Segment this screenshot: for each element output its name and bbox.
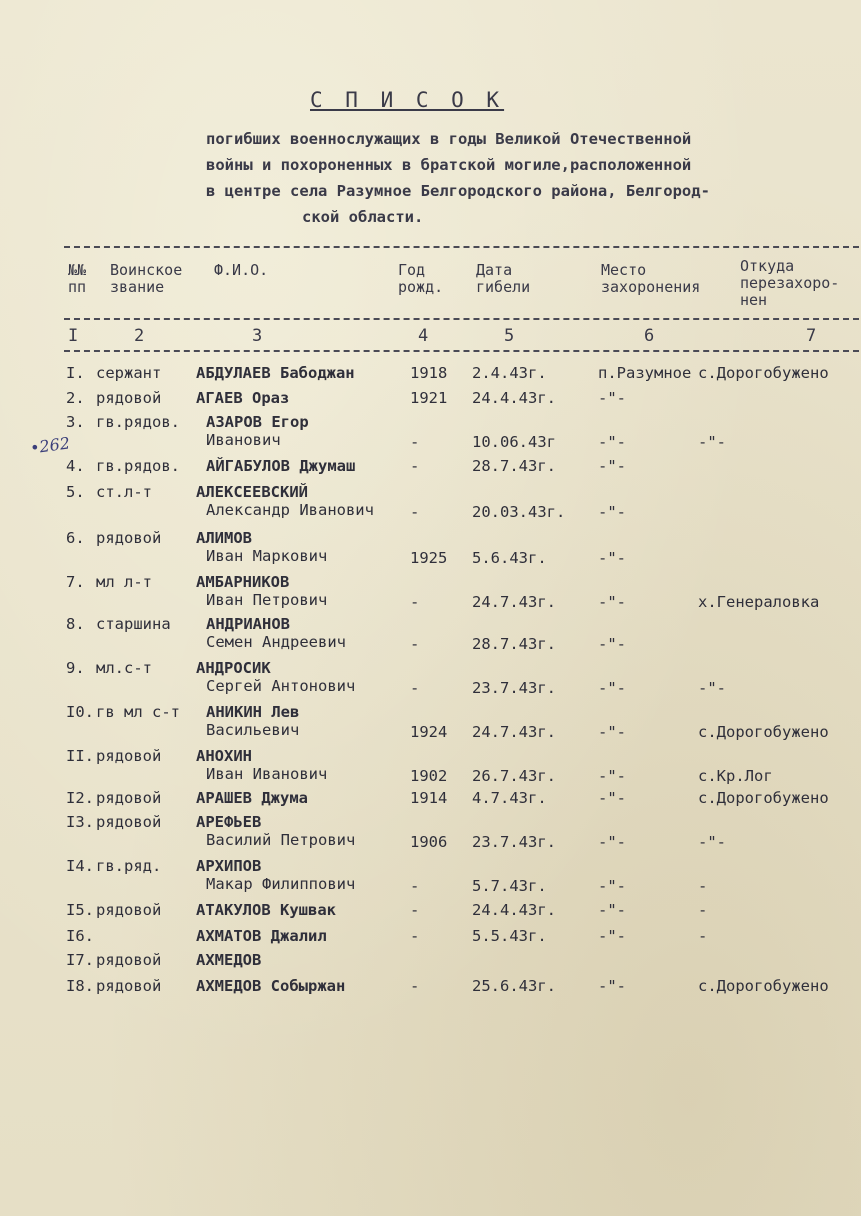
table-row bbox=[0, 978, 861, 1018]
row-reburied-from: -"- bbox=[698, 433, 726, 451]
row-birth-year: - bbox=[410, 433, 420, 451]
row-birth-year: - bbox=[410, 927, 420, 945]
table-row bbox=[0, 858, 861, 898]
row-death-date: 2.4.43г. bbox=[472, 364, 547, 382]
row-burial-place: -"- bbox=[598, 767, 626, 785]
row-given-names: Иван Петрович bbox=[206, 591, 328, 609]
column-number: 6 bbox=[644, 326, 655, 346]
row-given-names: Васильевич bbox=[206, 721, 300, 739]
row-burial-place: -"- bbox=[598, 593, 626, 611]
document-title: С П И С О К bbox=[310, 88, 505, 112]
row-birth-year: - bbox=[410, 977, 420, 995]
row-birth-year: 1914 bbox=[410, 789, 448, 807]
row-birth-year: - bbox=[410, 901, 420, 919]
row-birth-year: 1925 bbox=[410, 549, 448, 567]
row-number: II. bbox=[66, 747, 94, 765]
row-rank: сержант bbox=[96, 364, 162, 382]
row-death-date: 5.7.43г. bbox=[472, 877, 547, 895]
row-birth-year: - bbox=[410, 503, 420, 521]
row-surname: АЗАРОВ Егор bbox=[206, 413, 309, 431]
row-number: 5. bbox=[66, 483, 85, 501]
row-surname: АРАШЕВ Джума bbox=[196, 789, 308, 807]
row-burial-place: -"- bbox=[598, 433, 626, 451]
row-reburied-from: с.Кр.Лог bbox=[698, 767, 773, 785]
row-burial-place: -"- bbox=[598, 833, 626, 851]
row-reburied-from: - bbox=[698, 877, 708, 895]
row-reburied-from: -"- bbox=[698, 833, 726, 851]
table-row bbox=[0, 484, 861, 524]
document-subtitle bbox=[206, 126, 846, 230]
table-row bbox=[0, 704, 861, 744]
column-number: 7 bbox=[806, 326, 817, 346]
row-birth-year: 1924 bbox=[410, 723, 448, 741]
row-surname: АЛЕКСЕЕВСКИЙ bbox=[196, 483, 308, 501]
row-burial-place: п.Разумное bbox=[598, 364, 692, 382]
row-given-names: Иван Маркович bbox=[206, 547, 328, 565]
row-death-date: 5.6.43г. bbox=[472, 549, 547, 567]
row-reburied-from: - bbox=[698, 901, 708, 919]
row-surname: АХМЕДОВ Собыржан bbox=[196, 977, 346, 995]
row-burial-place: -"- bbox=[598, 549, 626, 567]
row-rank: рядовой bbox=[96, 977, 162, 995]
row-number: I3. bbox=[66, 813, 94, 831]
column-number: 5 bbox=[504, 326, 515, 346]
row-death-date: 26.7.43г. bbox=[472, 767, 556, 785]
row-birth-year: - bbox=[410, 593, 420, 611]
row-given-names: Сергей Антонович bbox=[206, 677, 356, 695]
row-death-date: 24.7.43г. bbox=[472, 593, 556, 611]
row-rank: гв.рядов. bbox=[96, 457, 180, 475]
row-rank: старшина bbox=[96, 615, 171, 633]
row-number: 2. bbox=[66, 389, 85, 407]
row-number: I8. bbox=[66, 977, 94, 995]
row-death-date: 24.4.43г. bbox=[472, 901, 556, 919]
row-death-date: 23.7.43г. bbox=[472, 679, 556, 697]
row-surname: АХМЕДОВ bbox=[196, 951, 262, 969]
row-burial-place: -"- bbox=[598, 927, 626, 945]
row-given-names: Василий Петрович bbox=[206, 831, 356, 849]
row-number: I2. bbox=[66, 789, 94, 807]
row-death-date: 20.03.43г. bbox=[472, 503, 566, 521]
header-no: №№ пп bbox=[68, 261, 87, 296]
row-given-names: Семен Андреевич bbox=[206, 633, 346, 651]
row-burial-place: -"- bbox=[598, 723, 626, 741]
subtitle-line: погибших военнослужащих в годы Великой Отечественной bbox=[206, 130, 692, 148]
row-burial-place: -"- bbox=[598, 679, 626, 697]
table-row bbox=[0, 574, 861, 614]
row-death-date: 4.7.43г. bbox=[472, 789, 547, 807]
header-rank: Воинское звание bbox=[110, 261, 183, 296]
row-given-names: Александр Иванович bbox=[206, 501, 374, 519]
row-number: I4. bbox=[66, 857, 94, 875]
row-given-names: Иванович bbox=[206, 431, 281, 449]
row-birth-year: - bbox=[410, 877, 420, 895]
row-reburied-from: с.Дорогобужено bbox=[698, 364, 829, 382]
row-number: 8. bbox=[66, 615, 85, 633]
row-number: I0. bbox=[66, 703, 94, 721]
row-surname: АРЕФЬЕВ bbox=[196, 813, 262, 831]
row-surname: АТАКУЛОВ Кушвак bbox=[196, 901, 336, 919]
table-row bbox=[0, 414, 861, 454]
row-burial-place: -"- bbox=[598, 901, 626, 919]
row-surname: АГАЕВ Ораз bbox=[196, 389, 290, 407]
row-surname: АРХИПОВ bbox=[196, 857, 262, 875]
row-death-date: 23.7.43г. bbox=[472, 833, 556, 851]
row-surname: АНДРИАНОВ bbox=[206, 615, 290, 633]
row-reburied-from: -"- bbox=[698, 679, 726, 697]
row-number: I. bbox=[66, 364, 85, 382]
column-number: 4 bbox=[418, 326, 429, 346]
row-number: I5. bbox=[66, 901, 94, 919]
row-death-date: 10.06.43г bbox=[472, 433, 556, 451]
row-reburied-from: - bbox=[698, 927, 708, 945]
row-reburied-from: с.Дорогобужено bbox=[698, 723, 829, 741]
subtitle-line: в центре села Разумное Белгородского района, Белгород- bbox=[206, 182, 710, 200]
row-number: I7. bbox=[66, 951, 94, 969]
row-birth-year: 1906 bbox=[410, 833, 448, 851]
row-rank: рядовой bbox=[96, 529, 162, 547]
row-rank: рядовой bbox=[96, 747, 162, 765]
row-rank: мл.с-т bbox=[96, 659, 152, 677]
row-surname: АХМАТОВ Джалил bbox=[196, 927, 327, 945]
row-number: 4. bbox=[66, 457, 85, 475]
row-surname: АНИКИН Лев bbox=[206, 703, 300, 721]
table-row bbox=[0, 616, 861, 656]
row-rank: рядовой bbox=[96, 901, 162, 919]
row-birth-year: - bbox=[410, 679, 420, 697]
row-surname: АЛИМОВ bbox=[196, 529, 252, 547]
row-number: 9. bbox=[66, 659, 85, 677]
row-surname: АМБАРНИКОВ bbox=[196, 573, 290, 591]
row-rank: гв мл с-т bbox=[96, 703, 180, 721]
row-rank: гв.ряд. bbox=[96, 857, 162, 875]
row-surname: АНОХИН bbox=[196, 747, 252, 765]
column-number: 3 bbox=[252, 326, 263, 346]
row-birth-year: - bbox=[410, 457, 420, 475]
row-death-date: 24.7.43г. bbox=[472, 723, 556, 741]
row-death-date: 28.7.43г. bbox=[472, 635, 556, 653]
row-birth-year: 1921 bbox=[410, 389, 448, 407]
subtitle-line: ской области. bbox=[302, 208, 424, 226]
header-rule-top bbox=[64, 246, 859, 248]
row-rank: рядовой bbox=[96, 789, 162, 807]
header-year: Год рожд. bbox=[398, 261, 444, 296]
row-rank: мл л-т bbox=[96, 573, 152, 591]
header-name: Ф.И.О. bbox=[214, 261, 269, 279]
row-given-names: Иван Иванович bbox=[206, 765, 328, 783]
handwritten-mark: •262 bbox=[28, 433, 72, 458]
row-death-date: 28.7.43г. bbox=[472, 457, 556, 475]
row-number: 7. bbox=[66, 573, 85, 591]
header-rule-middle bbox=[64, 318, 859, 320]
row-rank: гв.рядов. bbox=[96, 413, 180, 431]
row-reburied-from: х.Генераловка bbox=[698, 593, 820, 611]
column-number: 2 bbox=[134, 326, 145, 346]
row-given-names: Макар Филиппович bbox=[206, 875, 356, 893]
header-place: Место захоронения bbox=[601, 261, 701, 296]
row-rank: рядовой bbox=[96, 389, 162, 407]
table-row bbox=[0, 814, 861, 854]
subtitle-line: войны и похороненных в братской могиле,расположенной bbox=[206, 156, 692, 174]
row-surname: АБДУЛАЕВ Бабоджан bbox=[196, 364, 355, 382]
row-death-date: 24.4.43г. bbox=[472, 389, 556, 407]
header-rule-bottom bbox=[64, 350, 859, 352]
row-number: 3. bbox=[66, 413, 85, 431]
row-surname: АЙГАБУЛОВ Джумаш bbox=[206, 457, 356, 475]
row-burial-place: -"- bbox=[598, 877, 626, 895]
row-surname: АНДРОСИК bbox=[196, 659, 271, 677]
row-rank: рядовой bbox=[96, 813, 162, 831]
header-from: Откуда перезахоро- нен bbox=[740, 257, 840, 309]
row-burial-place: -"- bbox=[598, 503, 626, 521]
row-birth-year: 1902 bbox=[410, 767, 448, 785]
row-burial-place: -"- bbox=[598, 457, 626, 475]
row-number: 6. bbox=[66, 529, 85, 547]
row-reburied-from: с.Дорогобужено bbox=[698, 977, 829, 995]
table-row bbox=[0, 748, 861, 788]
row-number: I6. bbox=[66, 927, 94, 945]
row-birth-year: - bbox=[410, 635, 420, 653]
row-reburied-from: с.Дорогобужено bbox=[698, 789, 829, 807]
table-row bbox=[0, 530, 861, 570]
header-date: Дата гибели bbox=[476, 261, 531, 296]
column-number: I bbox=[68, 326, 79, 346]
row-burial-place: -"- bbox=[598, 789, 626, 807]
row-rank: рядовой bbox=[96, 951, 162, 969]
row-burial-place: -"- bbox=[598, 977, 626, 995]
row-death-date: 25.6.43г. bbox=[472, 977, 556, 995]
row-rank: ст.л-т bbox=[96, 483, 152, 501]
table-row bbox=[0, 660, 861, 700]
row-birth-year: 1918 bbox=[410, 364, 448, 382]
row-burial-place: -"- bbox=[598, 389, 626, 407]
row-burial-place: -"- bbox=[598, 635, 626, 653]
row-death-date: 5.5.43г. bbox=[472, 927, 547, 945]
